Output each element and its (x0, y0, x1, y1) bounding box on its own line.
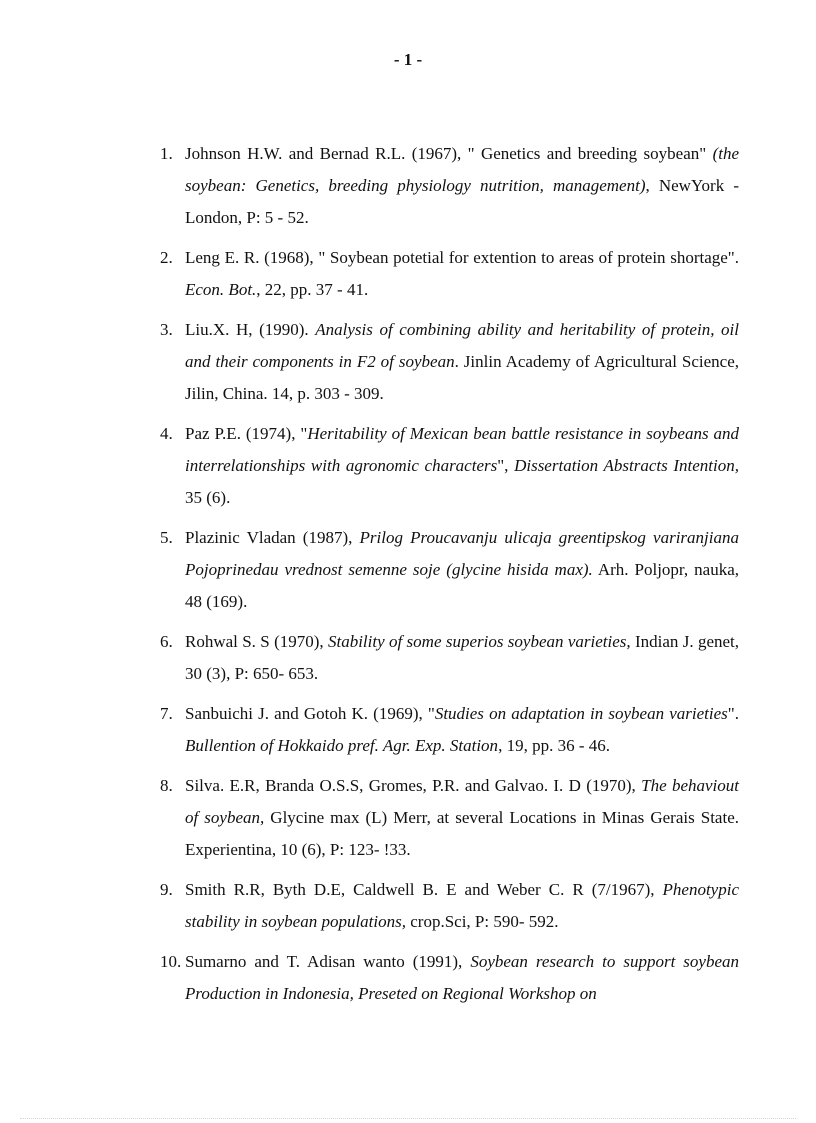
reference-text: ", (497, 456, 515, 475)
reference-item (135, 946, 739, 1010)
reference-text: 35 (6). (185, 488, 231, 507)
reference-item (135, 314, 739, 410)
reference-text: , 22, pp. 37 - 41. (256, 280, 369, 299)
reference-item (135, 138, 739, 234)
reference-number: 2. (160, 248, 173, 267)
reference-text: Silva. E.R, Branda O.S.S, Gromes, P.R. and Galvao. I. D (1970), (185, 776, 642, 795)
reference-text: Johnson H.W. and Bernad R.L. (1967), " Genetics and breeding soybean" (185, 144, 713, 163)
reference-number: 5. (160, 528, 173, 547)
reference-item (135, 242, 739, 306)
reference-text: Sanbuichi J. and Gotoh K. (1969), " (185, 704, 435, 723)
page-number: - 1 - (393, 50, 423, 69)
reference-list (135, 138, 739, 1018)
reference-number: 8. (160, 776, 173, 795)
reference-number: 9. (160, 880, 173, 899)
reference-item (135, 874, 739, 938)
reference-item (135, 626, 739, 690)
reference-item (135, 698, 739, 762)
reference-title-italic: Phenotypic stability in soybean populations, (185, 880, 739, 931)
reference-title-italic: The behaviout of soybean, (185, 776, 740, 827)
reference-text: , NewYork - London, P: 5 - 52. (185, 176, 739, 227)
reference-title-italic: Dissertation Abstracts Intention, (514, 456, 739, 475)
reference-title-italic: Analysis of combining ability and heritability of protein, oil and their components in F2 of soybean (185, 320, 739, 371)
reference-title-italic: Bullention of Hokkaido pref. Agr. Exp. Station (185, 736, 499, 755)
reference-title-italic: Heritability of Mexican bean battle resistance in soybeans and interrelationships with agronomic characters (185, 424, 739, 475)
reference-text: Arh. Poljopr, nauka, 48 (169). (185, 560, 739, 611)
reference-text: . Jinlin Academy of Agricultural Science, Jilin, China. 14, p. 303 - 309. (185, 352, 739, 403)
reference-item (135, 770, 739, 866)
reference-text: Paz P.E. (1974), " (185, 424, 308, 443)
reference-text: Liu.X. H, (1990). (185, 320, 316, 339)
reference-text: Sumarno and T. Adisan wanto (1991), (185, 952, 471, 971)
reference-number: 7. (160, 704, 173, 723)
reference-text: Indian J. genet, 30 (3), P: 650- 653. (185, 632, 740, 683)
reference-number: 4. (160, 424, 173, 443)
reference-text: Smith R.R, Byth D.E, Caldwell B. E and Weber C. R (7/1967), (185, 880, 663, 899)
reference-title-italic: Econ. Bot. (185, 280, 257, 299)
reference-number: 1. (160, 144, 173, 163)
reference-title-italic: Soybean research to support soybean Production in Indonesia, Preseted on Regional Workshop on (185, 952, 739, 1003)
page-bottom-divider (20, 1118, 796, 1119)
reference-item (135, 418, 739, 514)
reference-text: Rohwal S. S (1970), (185, 632, 328, 651)
reference-number: 6. (160, 632, 173, 651)
reference-title-italic: (the soybean: Genetics, breeding physiology nutrition, management) (185, 144, 739, 195)
reference-number: 3. (160, 320, 173, 339)
reference-title-italic: Prilog Proucavanju ulicaja greentipskog variranjiana Pojoprinedau vrednost semenne soje (glycine hisida max). (185, 528, 739, 579)
reference-item (135, 522, 739, 618)
reference-title-italic: Stability of some superios soybean varieties, (327, 632, 631, 651)
reference-text: Glycine max (L) Merr, at several Locations in Minas Gerais State. Experientina, 10 (6), P: 123- !33. (185, 808, 739, 859)
reference-text: , 19, pp. 36 - 46. (498, 736, 610, 755)
reference-text: ". (727, 704, 739, 723)
reference-text: Leng E. R. (1968), " Soybean potetial for extention to areas of protein shortage". (185, 248, 739, 267)
reference-number: 10. (160, 952, 182, 971)
reference-text: Plazinic Vladan (1987), (185, 528, 360, 547)
reference-title-italic: Studies on adaptation in soybean varieties (434, 704, 728, 723)
reference-text: crop.Sci, P: 590- 592. (406, 912, 559, 931)
